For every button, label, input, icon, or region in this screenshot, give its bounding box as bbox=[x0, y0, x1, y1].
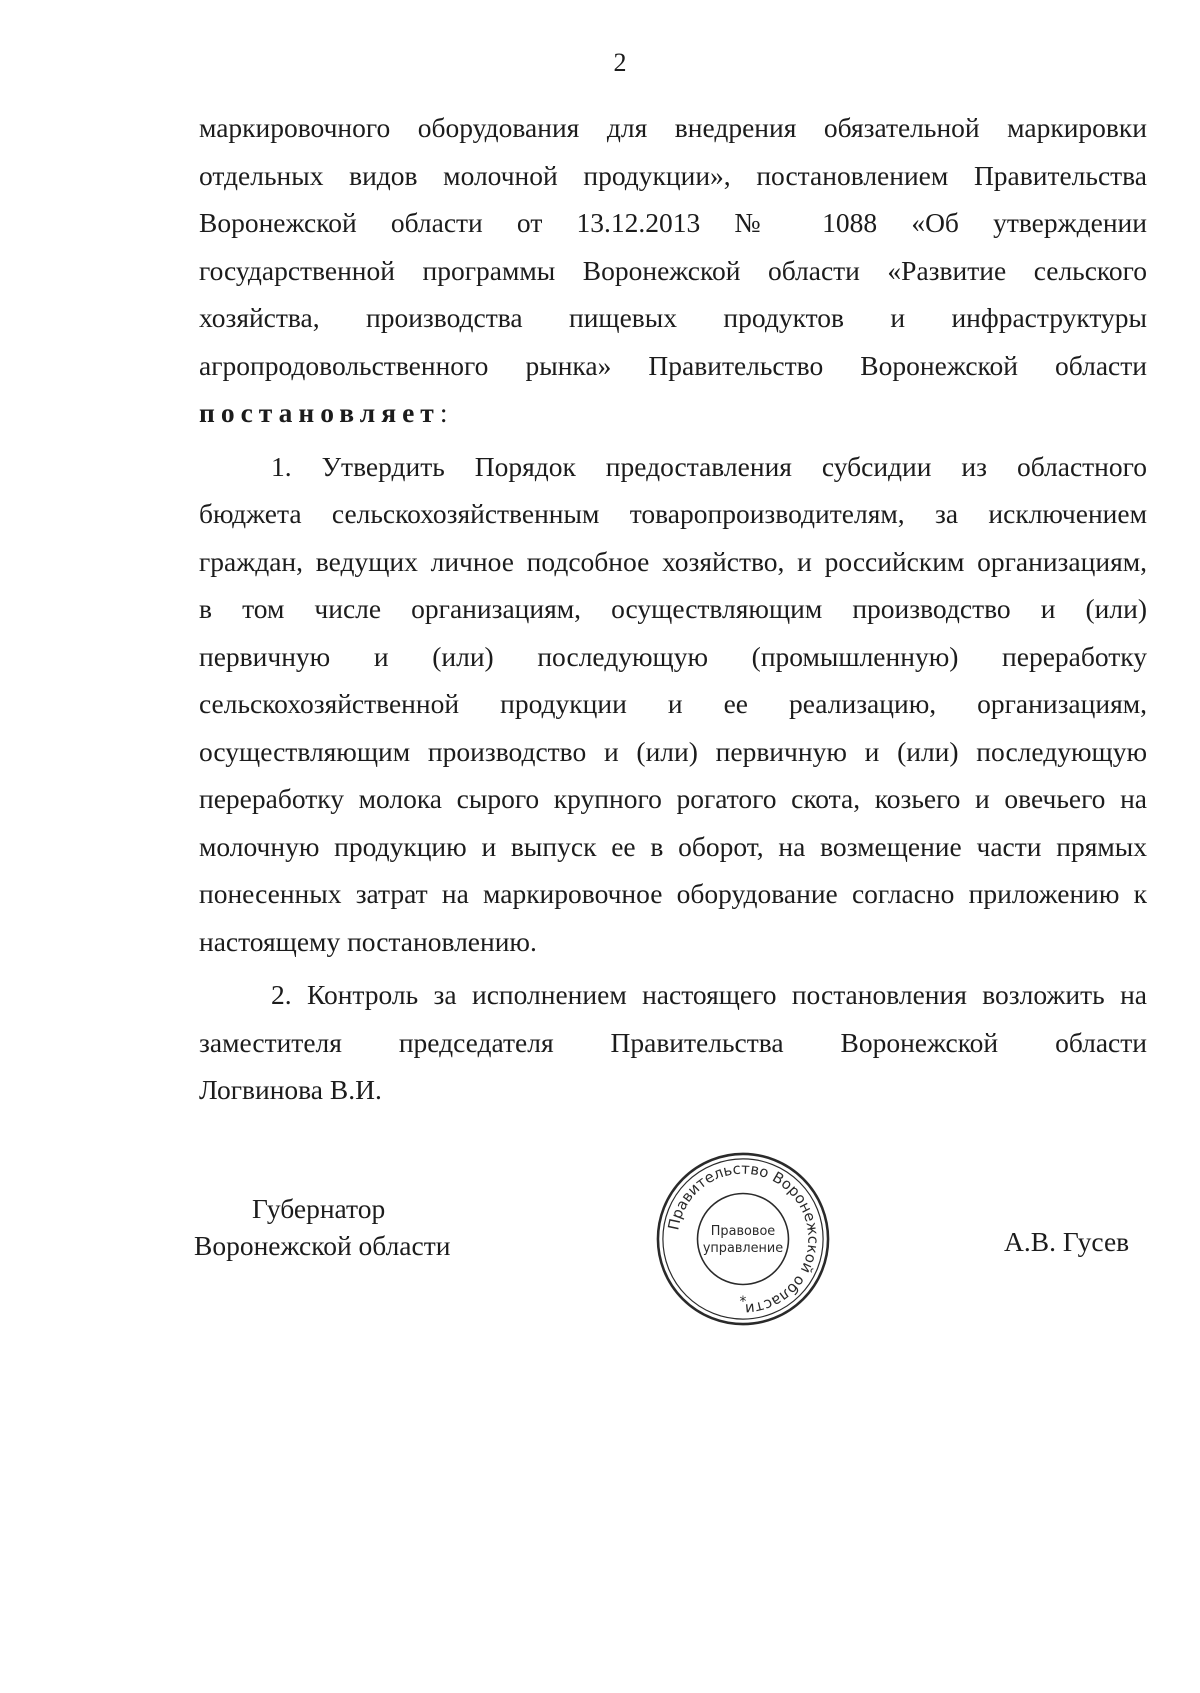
item2-line-3: Логвинова В.И. bbox=[199, 1074, 382, 1105]
signatory-position: Губернатор bbox=[252, 1193, 386, 1224]
decree-punct: : bbox=[439, 397, 448, 428]
signatory-name: А.В. Гусев bbox=[1004, 1226, 1130, 1257]
intro-line-2: отдельных видов молочной продукции», постановлением Правительства bbox=[199, 159, 1147, 191]
official-stamp bbox=[654, 1150, 832, 1328]
stamp-inner-line-2: управление bbox=[702, 1240, 784, 1256]
intro-line-3: Воронежской области от 13.12.2013 № 1088 «Об утверждении bbox=[199, 207, 1147, 238]
item2-line-1: 2. Контроль за исполнением настоящего постановления возложить на bbox=[271, 979, 1147, 1010]
signatory-title bbox=[194, 1190, 450, 1264]
page-number: 2 bbox=[613, 48, 627, 77]
decree-word: постановляет bbox=[199, 397, 440, 428]
item1-line-11: настоящему постановлению. bbox=[199, 925, 537, 957]
item1-line-10: понесенных затрат на маркировочное оборудование согласно приложению к bbox=[199, 878, 1147, 909]
stamp-inner-line-1: Правовое bbox=[710, 1224, 776, 1240]
item1-line-6: сельскохозяйственной продукции и ее реализацию, организациям, bbox=[199, 688, 1147, 719]
intro-line-6: агропродовольственного рынка» Правительство Воронежской области bbox=[199, 349, 1147, 381]
item1-line-3: граждан, ведущих личное подсобное хозяйство, и российским организациям, bbox=[199, 545, 1147, 577]
item2-line-2: заместителя председателя Правительства Воронежской области bbox=[199, 1026, 1147, 1058]
intro-line-1: маркировочного оборудования для внедрения обязательной маркировки bbox=[199, 112, 1147, 143]
item1-line-5: первичную и (или) последующую (промышленную) переработку bbox=[199, 640, 1147, 672]
document-body bbox=[199, 104, 1147, 1114]
stamp-star-mark: * bbox=[739, 1294, 747, 1311]
intro-line-5: хозяйства, производства пищевых продуктов и инфраструктуры bbox=[199, 302, 1147, 333]
intro-line-4: государственной программы Воронежской области «Развитие сельского bbox=[199, 254, 1147, 286]
item1-line-9: молочную продукцию и выпуск ее в оборот, на возмещение части прямых bbox=[199, 830, 1147, 862]
item1-line-2: бюджета сельскохозяйственным товаропроизводителям, за исключением bbox=[199, 498, 1147, 529]
item1-line-7: осуществляющим производство и (или) первичную и (или) последующую bbox=[199, 735, 1147, 767]
signatory-region: Воронежской области bbox=[194, 1230, 451, 1261]
decree-line bbox=[199, 389, 1147, 437]
item1-line-8: переработку молока сырого крупного рогатого скота, козьего и овечьего на bbox=[199, 783, 1147, 814]
item1-line-1: 1. Утвердить Порядок предоставления субсидии из областного bbox=[271, 450, 1147, 482]
stamp-outer-text: Правительство Воронежской области bbox=[665, 1160, 822, 1318]
item1-line-4: в том числе организациям, осуществляющим производство и (или) bbox=[199, 593, 1147, 624]
